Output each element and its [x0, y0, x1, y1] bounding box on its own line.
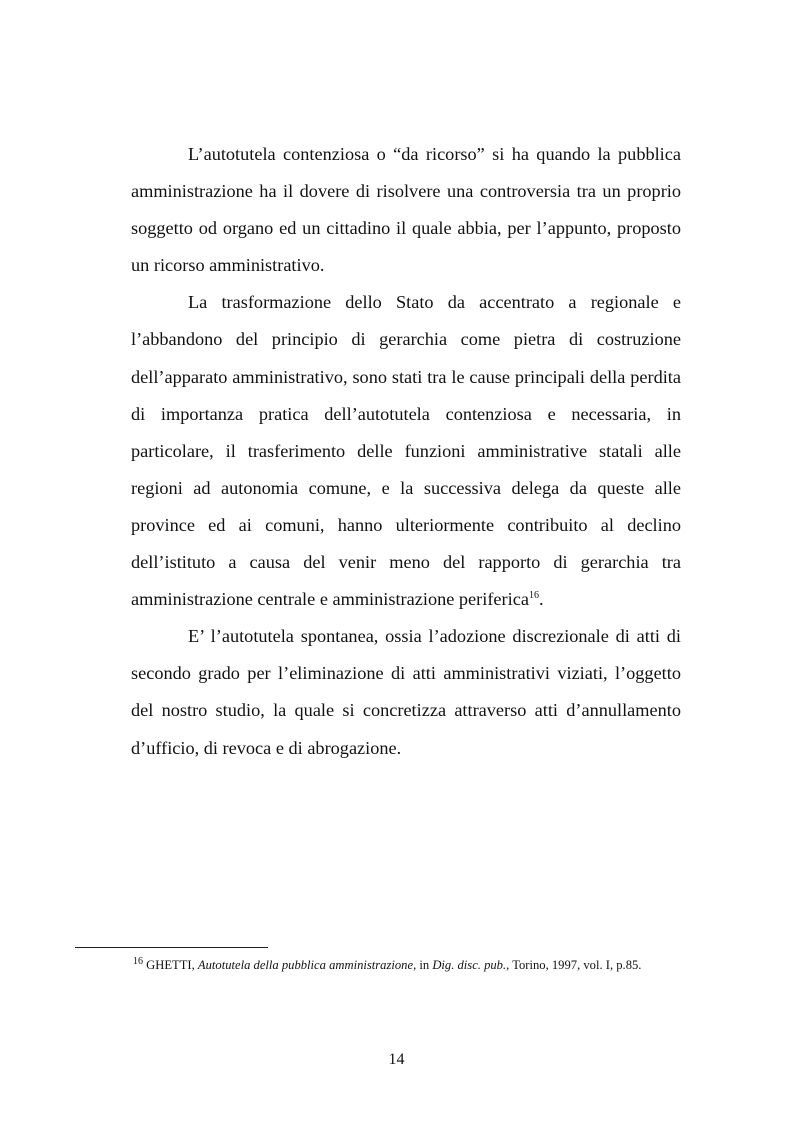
- footnote: [133, 957, 733, 973]
- paragraph-2: [131, 284, 681, 618]
- footnote-separator: [75, 947, 268, 948]
- paragraph-2-text: La trasformazione dello Stato da accentrato a regionale e l’abbandono del principio di gerarchia come pietra di costruzione dell’apparato amministrativo, sono stati tra le cause principali della perdita di importanza pratica dell’autotutela contenziosa e necessaria, in particolare, il trasferimento delle funzioni amministrative statali alle regioni ad autonomia comune, e la successiva delega da queste alle province ed ai comuni, hanno ulteriormente contribuito al declino dell’istituto a causa del venir meno del rapporto di gerarchia tra amministrazione centrale e amministrazione periferica: [131, 292, 681, 610]
- footnote-reference[interactable]: 16: [528, 590, 539, 602]
- footnote-number: 16: [133, 955, 143, 967]
- paragraph-3: E’ l’autotutela spontanea, ossia l’adozione discrezionale di atti di secondo grado per l’eliminazione di atti amministrativi viziati, l’oggetto del nostro studio, la quale si concretizza attraverso atti d’annullamento d’ufficio, di revoca e di abrogazione.: [131, 626, 681, 758]
- paragraph-1: L’autotutela contenziosa o “da ricorso” si ha quando la pubblica amministrazione ha il dovere di risolvere una controversia tra un proprio soggetto od organo ed un cittadino il quale abbia, per l’appunto, proposto un ricorso amministrativo.: [131, 144, 681, 276]
- body-text: [131, 136, 681, 767]
- footnote-author: GHETTI,: [143, 958, 198, 972]
- footnote-rest: , Torino, 1997, vol. I, p.85.: [506, 958, 642, 972]
- footnote-mid: , in: [413, 958, 433, 972]
- paragraph-2-tail: .: [538, 589, 544, 610]
- page-number: 14: [388, 1051, 405, 1068]
- footnote-source: Dig. disc. pub.: [432, 958, 507, 972]
- footnote-title: Autotutela della pubblica amministrazione: [197, 958, 414, 972]
